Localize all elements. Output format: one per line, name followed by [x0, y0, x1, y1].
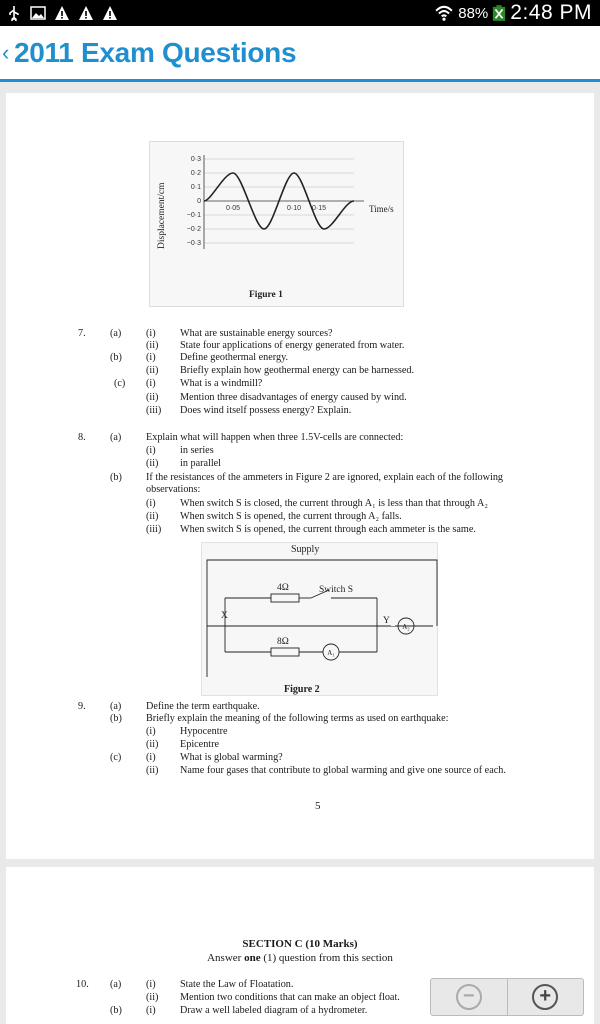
y-axis-label: Displacement/cm: [157, 182, 167, 249]
supply-label: Supply: [291, 544, 320, 555]
zoom-in-icon: +: [532, 984, 558, 1010]
y-tick-label: −0·1: [186, 212, 201, 219]
figure-2: [201, 542, 438, 696]
usb-icon: [6, 5, 22, 21]
sub-label: (ii): [146, 458, 159, 469]
sub-label: (ii): [146, 765, 159, 776]
question-number: 7.: [78, 328, 86, 339]
question-text: observations:: [146, 484, 201, 495]
question-text: Mention three disadvantages of energy caused by wind.: [180, 392, 407, 403]
status-bar: [0, 0, 600, 26]
question-text: When switch S is closed, the current through A₁ is less than that through A₂: [180, 498, 488, 509]
sub-label: (ii): [146, 511, 159, 522]
question-text: Define geothermal energy.: [180, 352, 289, 363]
question-text: in series: [180, 445, 214, 456]
section-subtitle-post: (1) question from this section: [260, 952, 393, 964]
part-label: (a): [110, 979, 122, 990]
y-tick-label: 0: [197, 198, 201, 205]
app-header: [0, 26, 600, 82]
question-text: Name four gases that contribute to global warming and give one source of each.: [180, 765, 506, 776]
sub-label: (i): [146, 498, 156, 509]
sub-label: (ii): [146, 992, 159, 1003]
question-text: Hypocentre: [180, 726, 228, 737]
warning-icon: [78, 5, 94, 21]
section-subtitle-bold: one: [244, 952, 261, 964]
question-text: What are sustainable energy sources?: [180, 328, 333, 339]
part-label: (b): [110, 713, 122, 724]
warning-icon: [54, 5, 70, 21]
section-subtitle: [6, 952, 594, 964]
clock: 2:48 PM: [510, 1, 592, 24]
question-text: Briefly explain the meaning of the following terms as used on earthquake:: [146, 713, 449, 724]
battery-charging-icon: [492, 3, 506, 23]
question-text: If the resistances of the ammeters in Figure 2 are ignored, explain each of the following: [146, 472, 504, 483]
question-number: 8.: [78, 432, 86, 443]
sub-label: (iii): [146, 524, 162, 535]
zoom-control: [430, 978, 584, 1016]
question-text: Does wind itself possess energy? Explain.: [180, 405, 352, 416]
node-label: X: [221, 611, 228, 621]
y-tick-label: 0·2: [190, 170, 201, 177]
question-text: Draw a well labeled diagram of a hydrometer.: [180, 1005, 368, 1016]
x-tick-label: 0·15: [311, 205, 327, 212]
question-text: State four applications of energy generated from water.: [180, 340, 405, 351]
figure-1: [149, 141, 404, 307]
y-tick-label: 0·1: [190, 184, 201, 191]
question-text: Explain what will happen when three 1.5V-cells are connected:: [146, 432, 404, 443]
part-label: (a): [110, 701, 122, 712]
part-label: (b): [110, 1005, 122, 1016]
sub-label: (i): [146, 726, 156, 737]
chevron-left-icon[interactable]: ‹: [2, 39, 10, 65]
x-axis-label: Time/s: [369, 204, 394, 214]
y-tick-label: −0·2: [186, 226, 201, 233]
wifi-icon: [434, 4, 454, 22]
image-icon: [30, 5, 46, 21]
sub-label: (ii): [146, 340, 159, 351]
section-title: SECTION C (10 Marks): [242, 938, 358, 950]
question-number: 10.: [76, 979, 89, 990]
question-text: When switch S is opened, the current through each ammeter is the same.: [180, 524, 476, 535]
section-subtitle-pre: Answer: [207, 952, 245, 964]
sub-label: (i): [146, 352, 156, 363]
question-text: Epicentre: [180, 739, 220, 750]
part-label: (b): [110, 352, 122, 363]
question-text: When switch S is opened, the current through A₂ falls.: [180, 511, 402, 522]
y-tick-label: −0·3: [186, 240, 201, 247]
sub-label: (i): [146, 979, 156, 990]
part-label: (a): [110, 328, 122, 339]
zoom-out-icon: −: [456, 984, 482, 1010]
zoom-in-button[interactable]: [508, 979, 584, 1015]
question-number: 9.: [78, 701, 86, 712]
page-number: 5: [315, 800, 321, 812]
figure-caption: Figure 2: [284, 684, 320, 695]
part-label: (a): [110, 432, 122, 443]
ammeter-label: A₁: [327, 649, 335, 657]
battery-percent: 88%: [458, 4, 489, 22]
y-tick-label: 0·3: [190, 156, 201, 163]
node-label: Y: [383, 616, 390, 626]
resistor-label: 8Ω: [277, 637, 289, 647]
part-label: (c): [110, 752, 122, 763]
sub-label: (i): [146, 378, 156, 389]
x-tick-label: 0·05: [225, 205, 241, 212]
switch-label: Switch S: [319, 585, 354, 595]
question-text: in parallel: [180, 458, 222, 469]
ammeter-label: A₂: [402, 623, 410, 631]
part-label: (b): [110, 472, 122, 483]
zoom-out-button[interactable]: [431, 979, 507, 1015]
question-text: Mention two conditions that can make an object float.: [180, 992, 400, 1003]
question-text: Briefly explain how geothermal energy can be harnessed.: [180, 365, 415, 376]
question-text: State the Law of Floatation.: [180, 979, 294, 990]
part-label: (c): [114, 378, 126, 389]
sub-label: (i): [146, 328, 156, 339]
page-title[interactable]: 2011 Exam Questions: [14, 36, 297, 68]
sub-label: (i): [146, 752, 156, 763]
document-page[interactable]: [6, 93, 594, 859]
question-text: What is a windmill?: [180, 378, 263, 389]
sub-label: (ii): [146, 365, 159, 376]
x-tick-label: 0·10: [286, 205, 302, 212]
figure-caption: Figure 1: [249, 290, 283, 300]
sub-label: (iii): [146, 405, 162, 416]
question-text: What is global warming?: [180, 752, 283, 763]
warning-icon: [102, 5, 118, 21]
sub-label: (ii): [146, 392, 159, 403]
resistor-label: 4Ω: [277, 583, 289, 593]
sub-label: (ii): [146, 739, 159, 750]
sub-label: (i): [146, 445, 156, 456]
question-text: Define the term earthquake.: [146, 701, 260, 712]
sub-label: (i): [146, 1005, 156, 1016]
